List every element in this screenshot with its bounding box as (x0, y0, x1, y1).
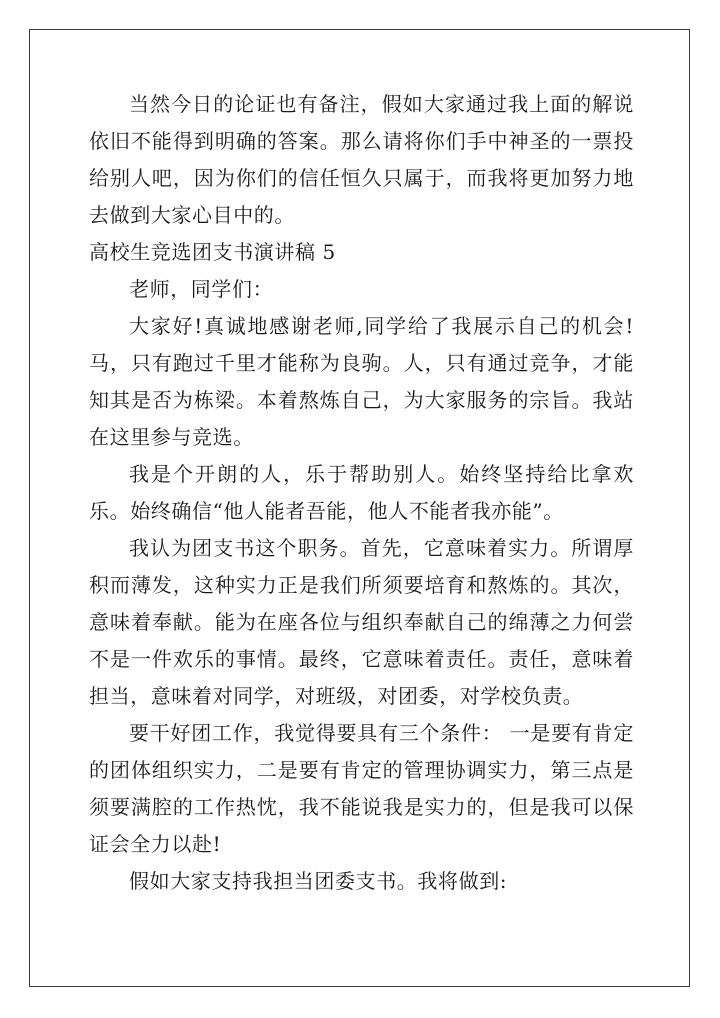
salutation: 老师，同学们： (129, 277, 274, 301)
paragraph: 我认为团支书这个职务。首先，它意味着实力。所谓厚积而薄发，这种实力正是我们所须要培育和熬炼的。其次，意味着奉献。能为在座各位与组织奉献自己的绵薄之力何尝不是一件欢乐的事情。最终，它意味着责任。责任，意味着担当，意味着对同学，对班级，对团委，对学校负责。 (89, 536, 634, 708)
paragraph: 假如大家支持我担当团委支书。我将做到: (129, 869, 508, 893)
section-heading: 高校生竞选团支书演讲稿 5 (89, 240, 336, 264)
paragraph: 当然今日的论证也有备注，假如大家通过我上面的解说依旧不能得到明确的答案。那么请将你们手中神圣的一票投给别人吧，因为你们的信任恒久只属于，而我将更加努力地去做到大家心目中的。 (89, 92, 634, 227)
paragraph: 大家好!真诚地感谢老师,同学给了我展示自己的机会!马，只有跑过千里才能称为良驹。人，只有通过竞争，才能知其是否为栋梁。本着熬炼自己，为大家服务的宗旨。我站在这里参与竞选。 (89, 314, 634, 449)
document-body (89, 86, 634, 900)
paragraph: 要干好团工作，我觉得要具有三个条件： 一是要有肯定的团体组织实力，二是要有肯定的管理协调实力，第三点是须要满腔的工作热忱，我不能说我是实力的，但是我可以保证会全力以赴! (89, 721, 634, 856)
paragraph: 我是个开朗的人，乐于帮助别人。始终坚持给比拿欢乐。始终确信“他人能者吾能，他人不能者我亦能”。 (89, 462, 634, 523)
